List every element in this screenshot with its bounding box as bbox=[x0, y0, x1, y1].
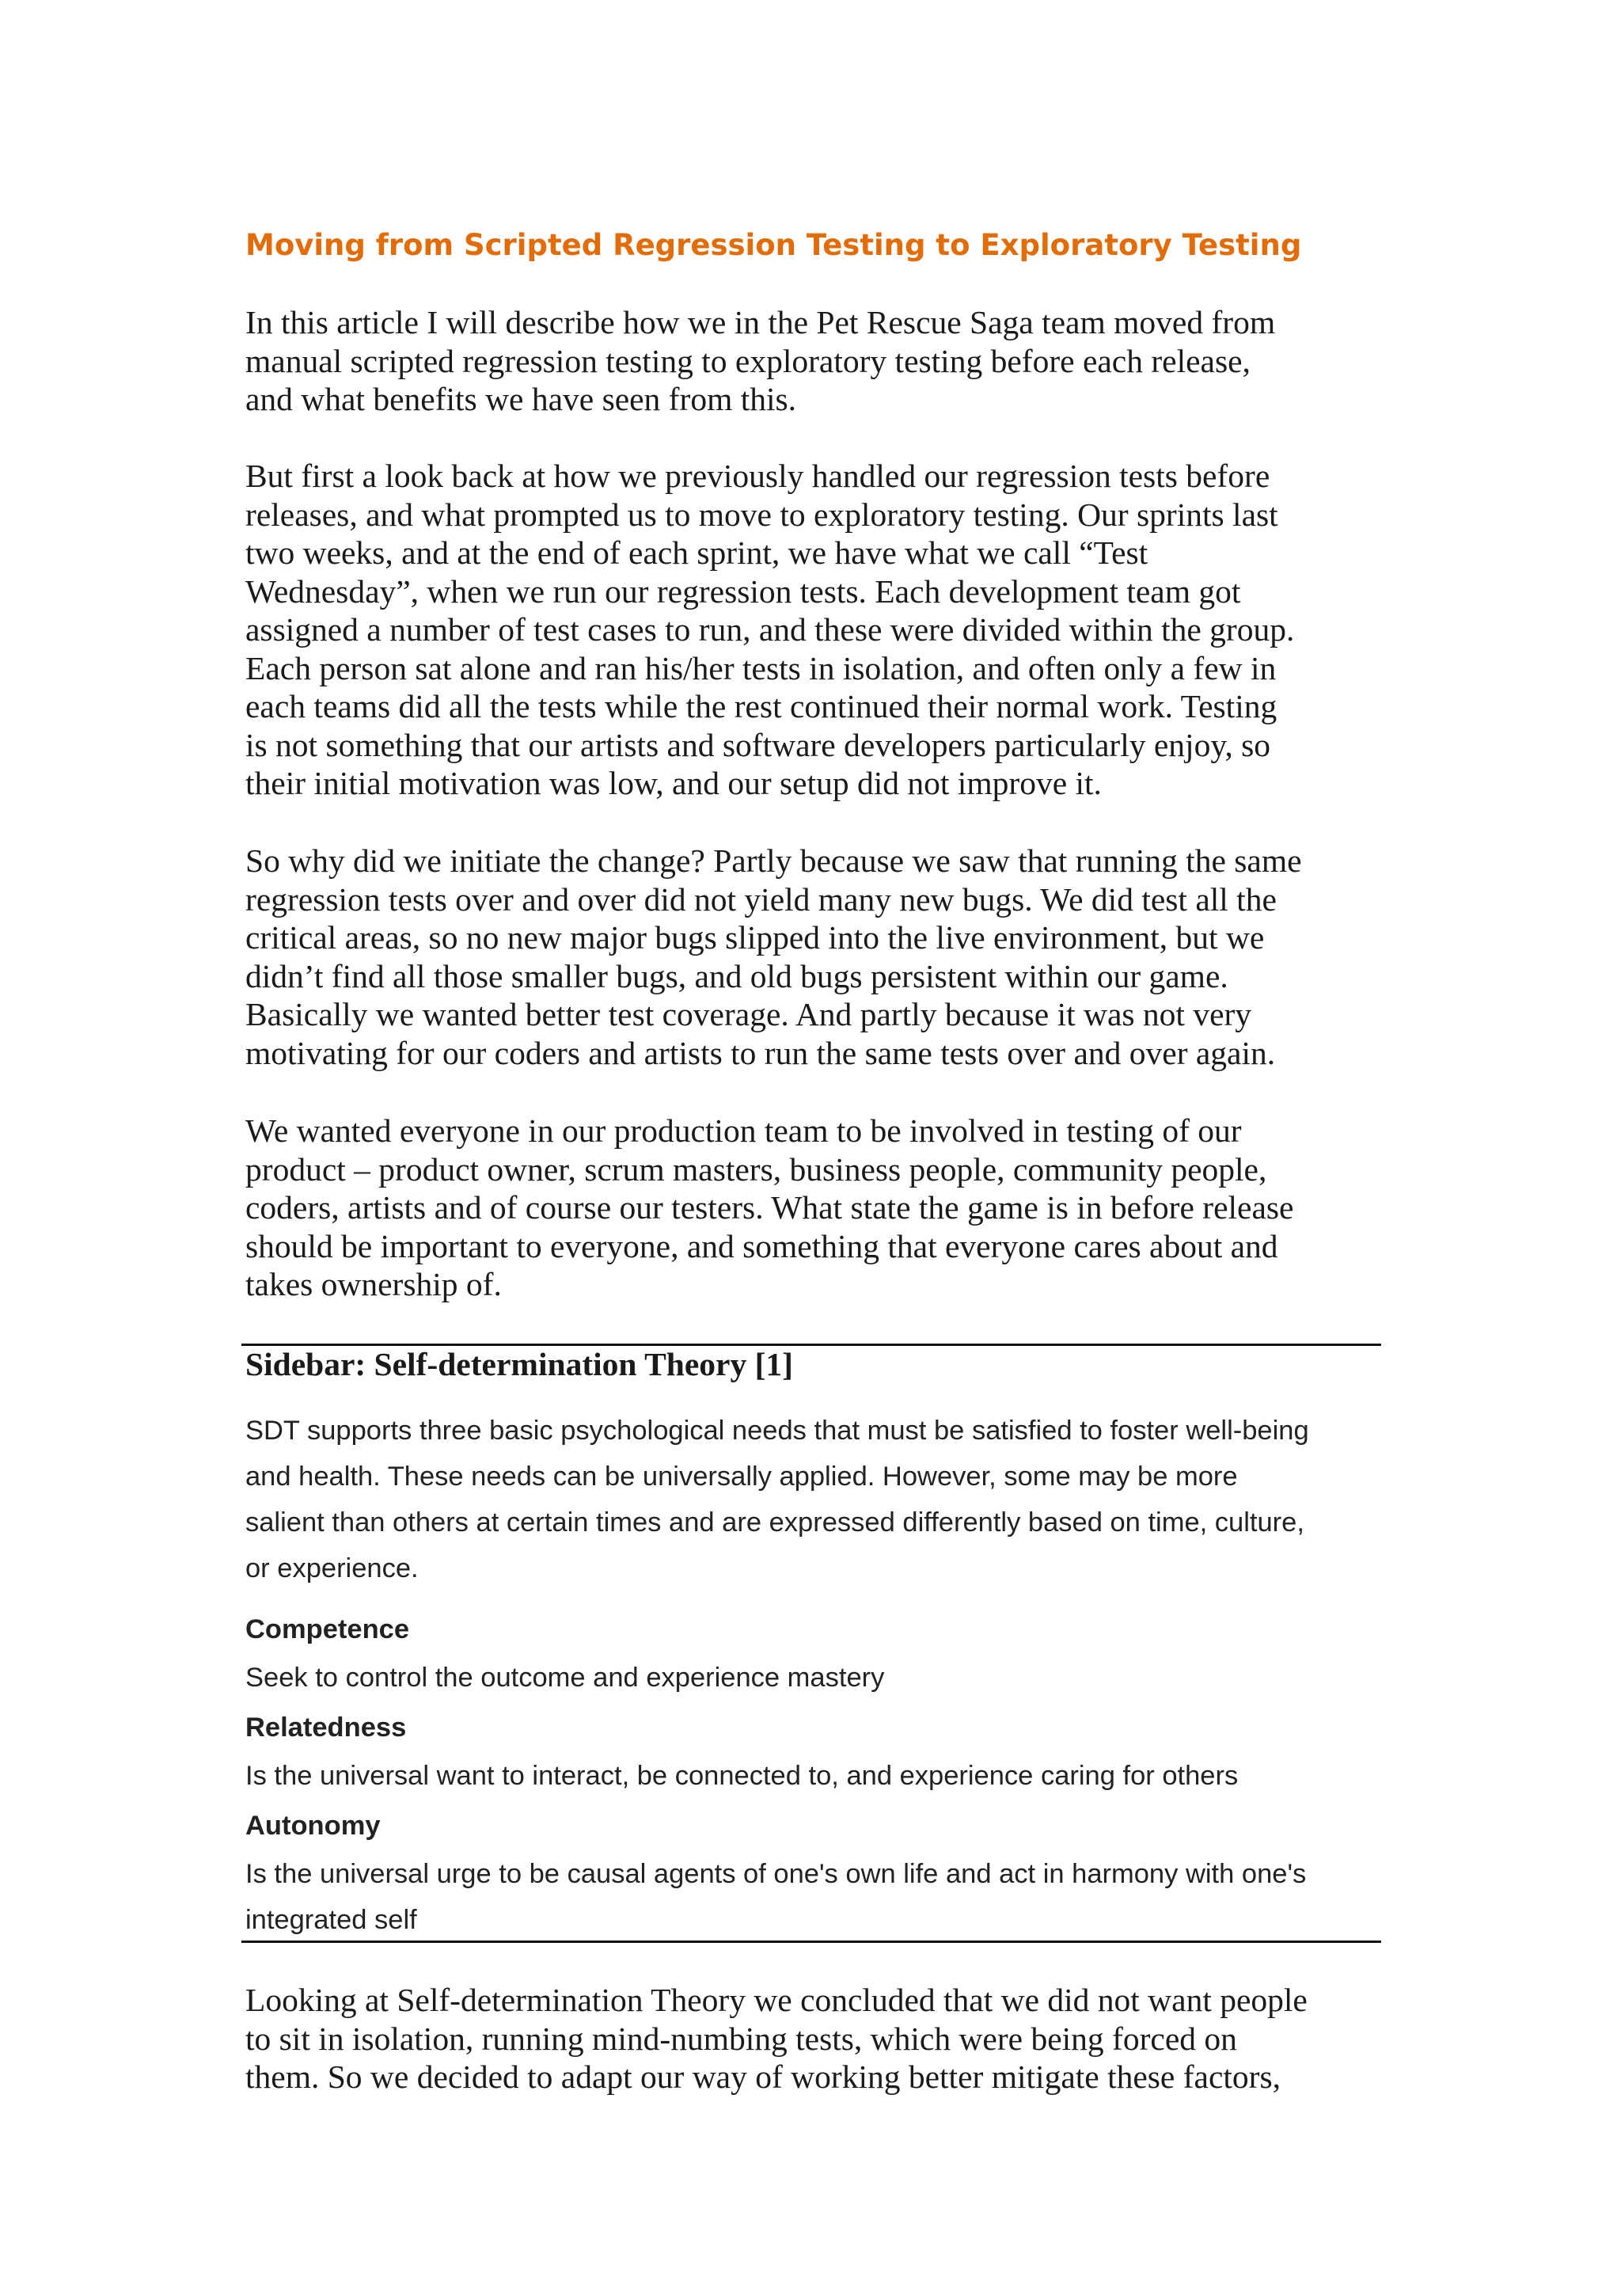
paragraph-line: their initial motivation was low, and our setup did not improve it. bbox=[245, 765, 1102, 801]
paragraph-line: manual scripted regression testing to exploratory testing before each release, bbox=[245, 342, 1251, 379]
article-title: Moving from Scripted Regression Testing to Exploratory Testing bbox=[245, 228, 1302, 262]
paragraph-line: each teams did all the tests while the rest continued their normal work. Testing bbox=[245, 688, 1277, 724]
paragraph-line: takes ownership of. bbox=[245, 1266, 502, 1302]
paragraph-line: assigned a number of test cases to run, and these were divided within the group. bbox=[245, 611, 1295, 648]
need-term-competence: Competence bbox=[245, 1614, 410, 1644]
paragraph-line: to sit in isolation, running mind-numbing tests, which were being forced on bbox=[245, 2020, 1237, 2057]
paragraph-line: Wednesday”, when we run our regression tests. Each development team got bbox=[245, 572, 1241, 610]
need-description-line: Is the universal urge to be causal agents of one's own life and act in harmony with one's bbox=[245, 1859, 1307, 1889]
paragraph-line: should be important to everyone, and something that everyone cares about and bbox=[245, 1227, 1278, 1264]
sidebar-intro-line: salient than others at certain times and are expressed differently based on time, culture, bbox=[245, 1507, 1304, 1538]
paragraph-line: Each person sat alone and ran his/her tests in isolation, and often only a few in bbox=[245, 649, 1277, 686]
paragraph-line: critical areas, so no new major bugs slipped into the live environment, but we bbox=[245, 919, 1265, 956]
paragraph-line: Basically we wanted better test coverage. And partly because it was not very bbox=[245, 996, 1252, 1032]
paragraph-involvement bbox=[245, 1112, 1385, 1304]
paragraph-line: coders, artists and of course our testers. What state the game is in before release bbox=[245, 1189, 1294, 1226]
need-description-line: Is the universal want to interact, be connected to, and experience caring for others bbox=[245, 1761, 1239, 1791]
sidebar-intro bbox=[245, 1408, 1385, 1591]
paragraph-line: two weeks, and at the end of each sprint, we have what we call “Test bbox=[245, 534, 1148, 571]
paragraph-line: So why did we initiate the change? Partly because we saw that running the same bbox=[245, 842, 1302, 879]
paragraph-background bbox=[245, 457, 1385, 803]
need-description-line: integrated self bbox=[245, 1905, 417, 1935]
sidebar-intro-line: and health. These needs can be universally applied. However, some may be more bbox=[245, 1462, 1238, 1492]
need-description-competence bbox=[245, 1655, 1385, 1701]
sidebar-intro-line: SDT supports three basic psychological needs that must be satisfied to foster well-being bbox=[245, 1416, 1309, 1446]
sidebar-bottom-rule bbox=[241, 1941, 1381, 1943]
need-term-autonomy: Autonomy bbox=[245, 1811, 381, 1841]
paragraph-line: In this article I will describe how we in the Pet Rescue Saga team moved from bbox=[245, 304, 1276, 340]
sidebar-intro-line: or experience. bbox=[245, 1553, 419, 1583]
paragraph-line: and what benefits we have seen from this. bbox=[245, 381, 797, 417]
need-description-relatedness bbox=[245, 1753, 1385, 1799]
need-description-line: Seek to control the outcome and experience mastery bbox=[245, 1663, 885, 1693]
sidebar-heading: Sidebar: Self-determination Theory [1] bbox=[245, 1346, 793, 1382]
need-term-relatedness: Relatedness bbox=[245, 1712, 407, 1743]
paragraph-conclusion bbox=[245, 1981, 1385, 2096]
paragraph-line: regression tests over and over did not yield many new bugs. We did test all the bbox=[245, 880, 1277, 918]
paragraph-line: Looking at Self-determination Theory we concluded that we did not want people bbox=[245, 1982, 1308, 2018]
paragraph-line: them. So we decided to adapt our way of working better mitigate these factors, bbox=[245, 2058, 1281, 2095]
paragraph-line: releases, and what prompted us to move to exploratory testing. Our sprints last bbox=[245, 496, 1278, 533]
paragraph-motivation bbox=[245, 842, 1385, 1072]
paragraph-line: didn’t find all those smaller bugs, and old bugs persistent within our game. bbox=[245, 957, 1228, 994]
paragraph-line: But first a look back at how we previously handled our regression tests before bbox=[245, 458, 1270, 494]
paragraph-intro bbox=[245, 303, 1385, 419]
need-description-autonomy bbox=[245, 1851, 1385, 1943]
paragraph-line: motivating for our coders and artists to run the same tests over and over again. bbox=[245, 1034, 1276, 1071]
paragraph-line: is not something that our artists and software developers particularly enjoy, so bbox=[245, 726, 1271, 763]
paragraph-line: product – product owner, scrum masters, business people, community people, bbox=[245, 1150, 1267, 1188]
paragraph-line: We wanted everyone in our production team to be involved in testing of our bbox=[245, 1112, 1242, 1149]
